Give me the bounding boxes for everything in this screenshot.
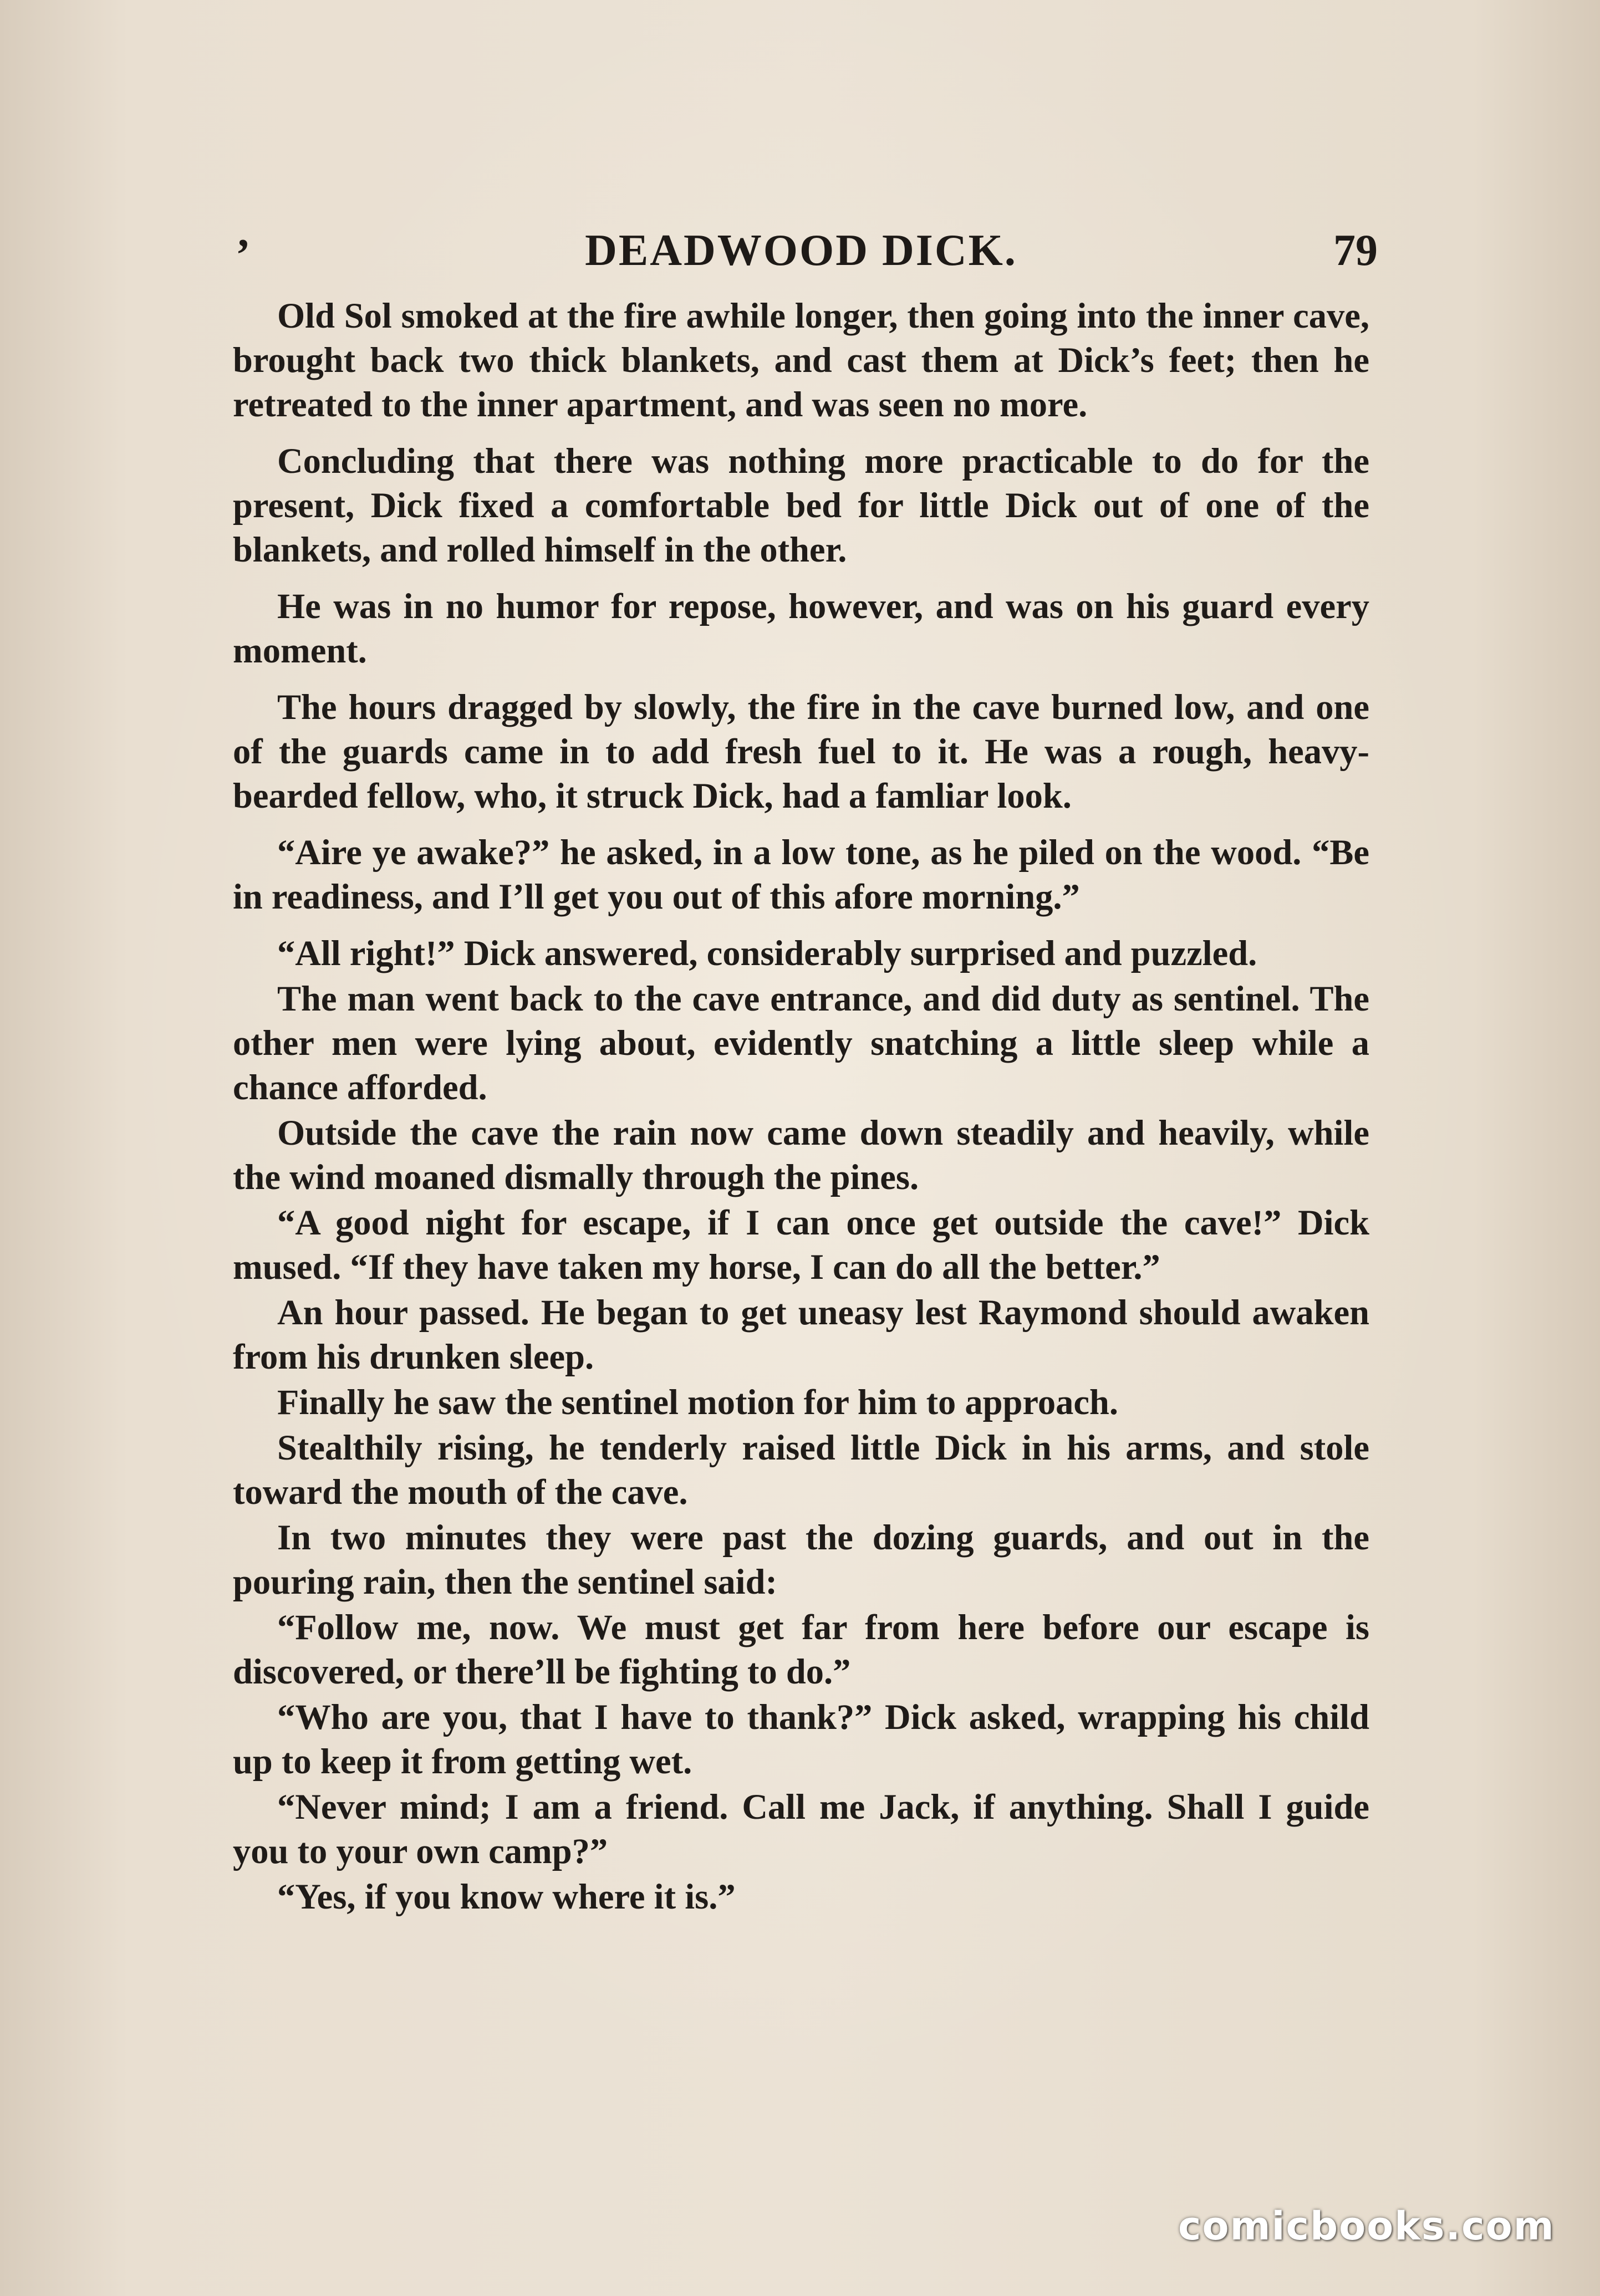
body-text	[233, 294, 1369, 1920]
paragraph: “Who are you, that I have to thank?” Dick asked, wrapping his child up to keep it from getting wet.	[233, 1697, 1369, 1781]
paragraph: The hours dragged by slowly, the fire in the cave burned low, and one of the guards came in to add fresh fuel to it. He was a rough, heavy-bearded fellow, who, it struck Dick, had a famliar look.	[233, 687, 1369, 815]
paragraph: In two minutes they were past the dozing guards, and out in the pouring rain, then the sentinel said:	[233, 1518, 1369, 1601]
paragraph: Old Sol smoked at the fire awhile longer, then going into the inner cave, brought back two thick blankets, and cast them at Dick’s feet; then he retreated to the inner apartment, and was seen no more.	[233, 296, 1369, 424]
page-header	[225, 219, 1378, 280]
paragraph: Concluding that there was nothing more practicable to do for the present, Dick fixed a comfortable bed for little Dick out of one of the blankets, and rolled himself in the other.	[233, 441, 1369, 569]
paragraph: “Yes, if you know where it is.”	[277, 1877, 736, 1916]
paragraph: “A good night for escape, if I can once get outside the cave!” Dick mused. “If they have taken my horse, I can do all the better.”	[233, 1203, 1369, 1287]
paragraph: He was in no humor for repose, however, and was on his guard every moment.	[233, 586, 1369, 670]
paragraph: The man went back to the cave entrance, and did duty as sentinel. The other men were lying about, evidently snatching a little sleep while a chance afforded.	[233, 979, 1369, 1107]
running-title: DEADWOOD DICK.	[585, 226, 1017, 275]
watermark: comicbooks.com	[1178, 2203, 1555, 2249]
page-number: 79	[1333, 226, 1378, 275]
paragraph: Stealthily rising, he tenderly raised little Dick in his arms, and stole toward the mouth of the cave.	[233, 1428, 1369, 1512]
header-mark: ’	[236, 231, 251, 279]
paragraph: An hour passed. He began to get uneasy lest Raymond should awaken from his drunken sleep.	[233, 1293, 1369, 1376]
paragraph: “Aire ye awake?” he asked, in a low tone, as he piled on the wood. “Be in readiness, and I’ll get you out of this afore morning.”	[233, 833, 1369, 916]
paragraph: Finally he saw the sentinel motion for him to approach.	[277, 1382, 1119, 1422]
paragraph: “Never mind; I am a friend. Call me Jack, if anything. Shall I guide you to your own camp?”	[233, 1787, 1369, 1871]
paragraph: “All right!” Dick answered, considerably surprised and puzzled.	[277, 933, 1257, 973]
paragraph: “Follow me, now. We must get far from here before our escape is discovered, or there’ll be fighting to do.”	[233, 1608, 1369, 1691]
paragraph: Outside the cave the rain now came down steadily and heavily, while the wind moaned dismally through the pines.	[233, 1113, 1369, 1197]
